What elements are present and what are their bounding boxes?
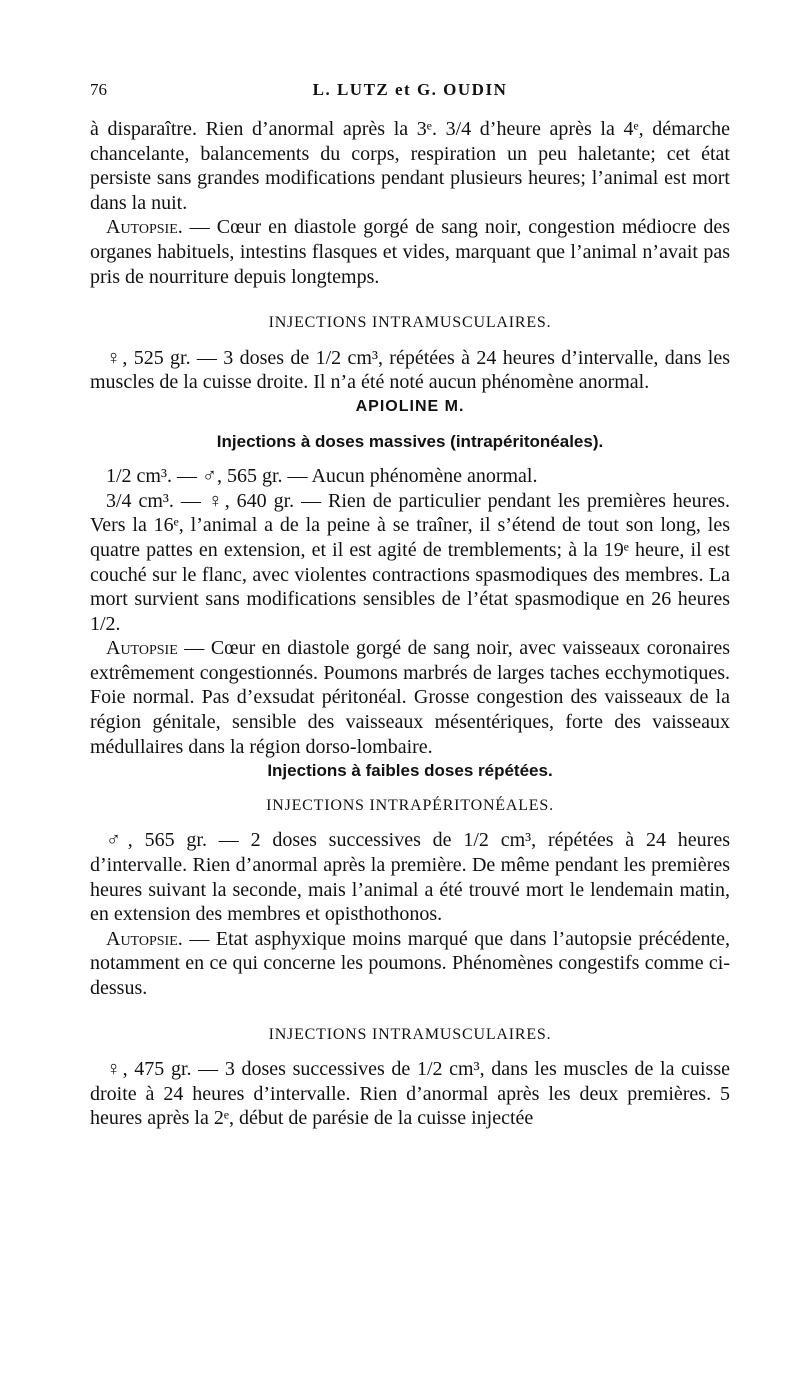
paragraph: à disparaître. Rien d’anormal après la 3ᵉ. 3/4 d’heure après la 4ᵉ, démarche chancelante, balancements du corps, respiration un peu haletante; cet état persiste sans grandes modifications pendant plusieurs heures; l’animal est mort dans la nuit.: [90, 118, 730, 214]
page-number: 76: [90, 80, 107, 99]
paragraph: ♀, 525 gr. — 3 doses de 1/2 cm³, répétées à 24 heures d’intervalle, dans les muscles de la cuisse droite. Il n’a été noté aucun phénomène anormal.: [90, 346, 730, 394]
subsection-heading: Injections à doses massives (intrapéritonéales).: [216, 431, 604, 451]
paragraph: 1/2 cm³. — ♂, 565 gr. — Aucun phénomène anormal.: [106, 465, 538, 488]
autopsy-label: Autopsie: [106, 637, 178, 660]
paragraph-text: — Etat asphyxique moins marqué que dans l’autopsie précédente, notamment en ce qui concerne les poumons. Phénomènes congestifs comme ci-dessus.: [90, 927, 730, 999]
paragraph: ♀, 475 gr. — 3 doses successives de 1/2 cm³, dans les muscles de la cuisse droite à 24 heures d’intervalle. Rien d’anormal après les deux premières. 5 heures après la 2ᵉ, début de parésie de la cuisse injectée: [90, 1058, 730, 1130]
paragraph: 3/4 cm³. — ♀, 640 gr. — Rien de particulier pendant les premières heures. Vers la 16ᵉ, l’animal a de la peine à se traîner, il s’étend de tout son long, les quatre pattes en extension, et il est agité de tremblements; à la 19ᵉ heure, il est couché sur le flanc, avec violentes contractions spasmodiques des membres. La mort survient sans modifications sensibles de l’état spasmodique en 26 heures 1/2.: [90, 489, 730, 635]
paragraph: ♂, 565 gr. — 2 doses successives de 1/2 cm³, répétées à 24 heures d’intervalle. Rien d’anormal après la première. De même pendant les premières heures suivant la seconde, mais l’animal a été trouvé mort le lendemain matin, en extension des membres et opisthothonos.: [90, 829, 730, 926]
autopsy-label: Autopsie.: [106, 216, 183, 239]
autopsy-paragraph: [90, 636, 730, 759]
running-head: L. LUTZ et G. OUDIN: [312, 80, 508, 99]
substance-heading: APIOLINE M.: [355, 397, 465, 415]
subsection-heading: Injections à faibles doses répétées.: [267, 761, 553, 781]
autopsy-paragraph: [90, 927, 730, 1001]
paragraph-text: — Cœur en diastole gorgé de sang noir, congestion médiocre des organes habituels, intestins flasques et vides, marquant que l’animal n’avait pas pris de nourriture depuis longtemps.: [90, 216, 730, 288]
section-heading: INJECTIONS INTRAMUSCULAIRES.: [268, 314, 552, 332]
page-header: [90, 80, 730, 106]
autopsy-paragraph: [90, 215, 730, 289]
paragraph-text: — Cœur en diastole gorgé de sang noir, avec vaisseaux coronaires extrêmement congestionnés. Poumons marbrés de larges taches ecchymotiques. Foie normal. Pas d’exsudat péritonéal. Grosse congestion des vaisseaux de la région génitale, sensible des vaisseaux mésentériques, forte des vaisseaux médullaires dans la région dorso-lombaire.: [90, 637, 730, 758]
body-text: [90, 117, 730, 1131]
autopsy-label: Autopsie.: [106, 927, 183, 950]
section-heading: INJECTIONS INTRAPÉRITONÉALES.: [266, 796, 554, 814]
section-heading: INJECTIONS INTRAMUSCULAIRES.: [268, 1025, 552, 1043]
